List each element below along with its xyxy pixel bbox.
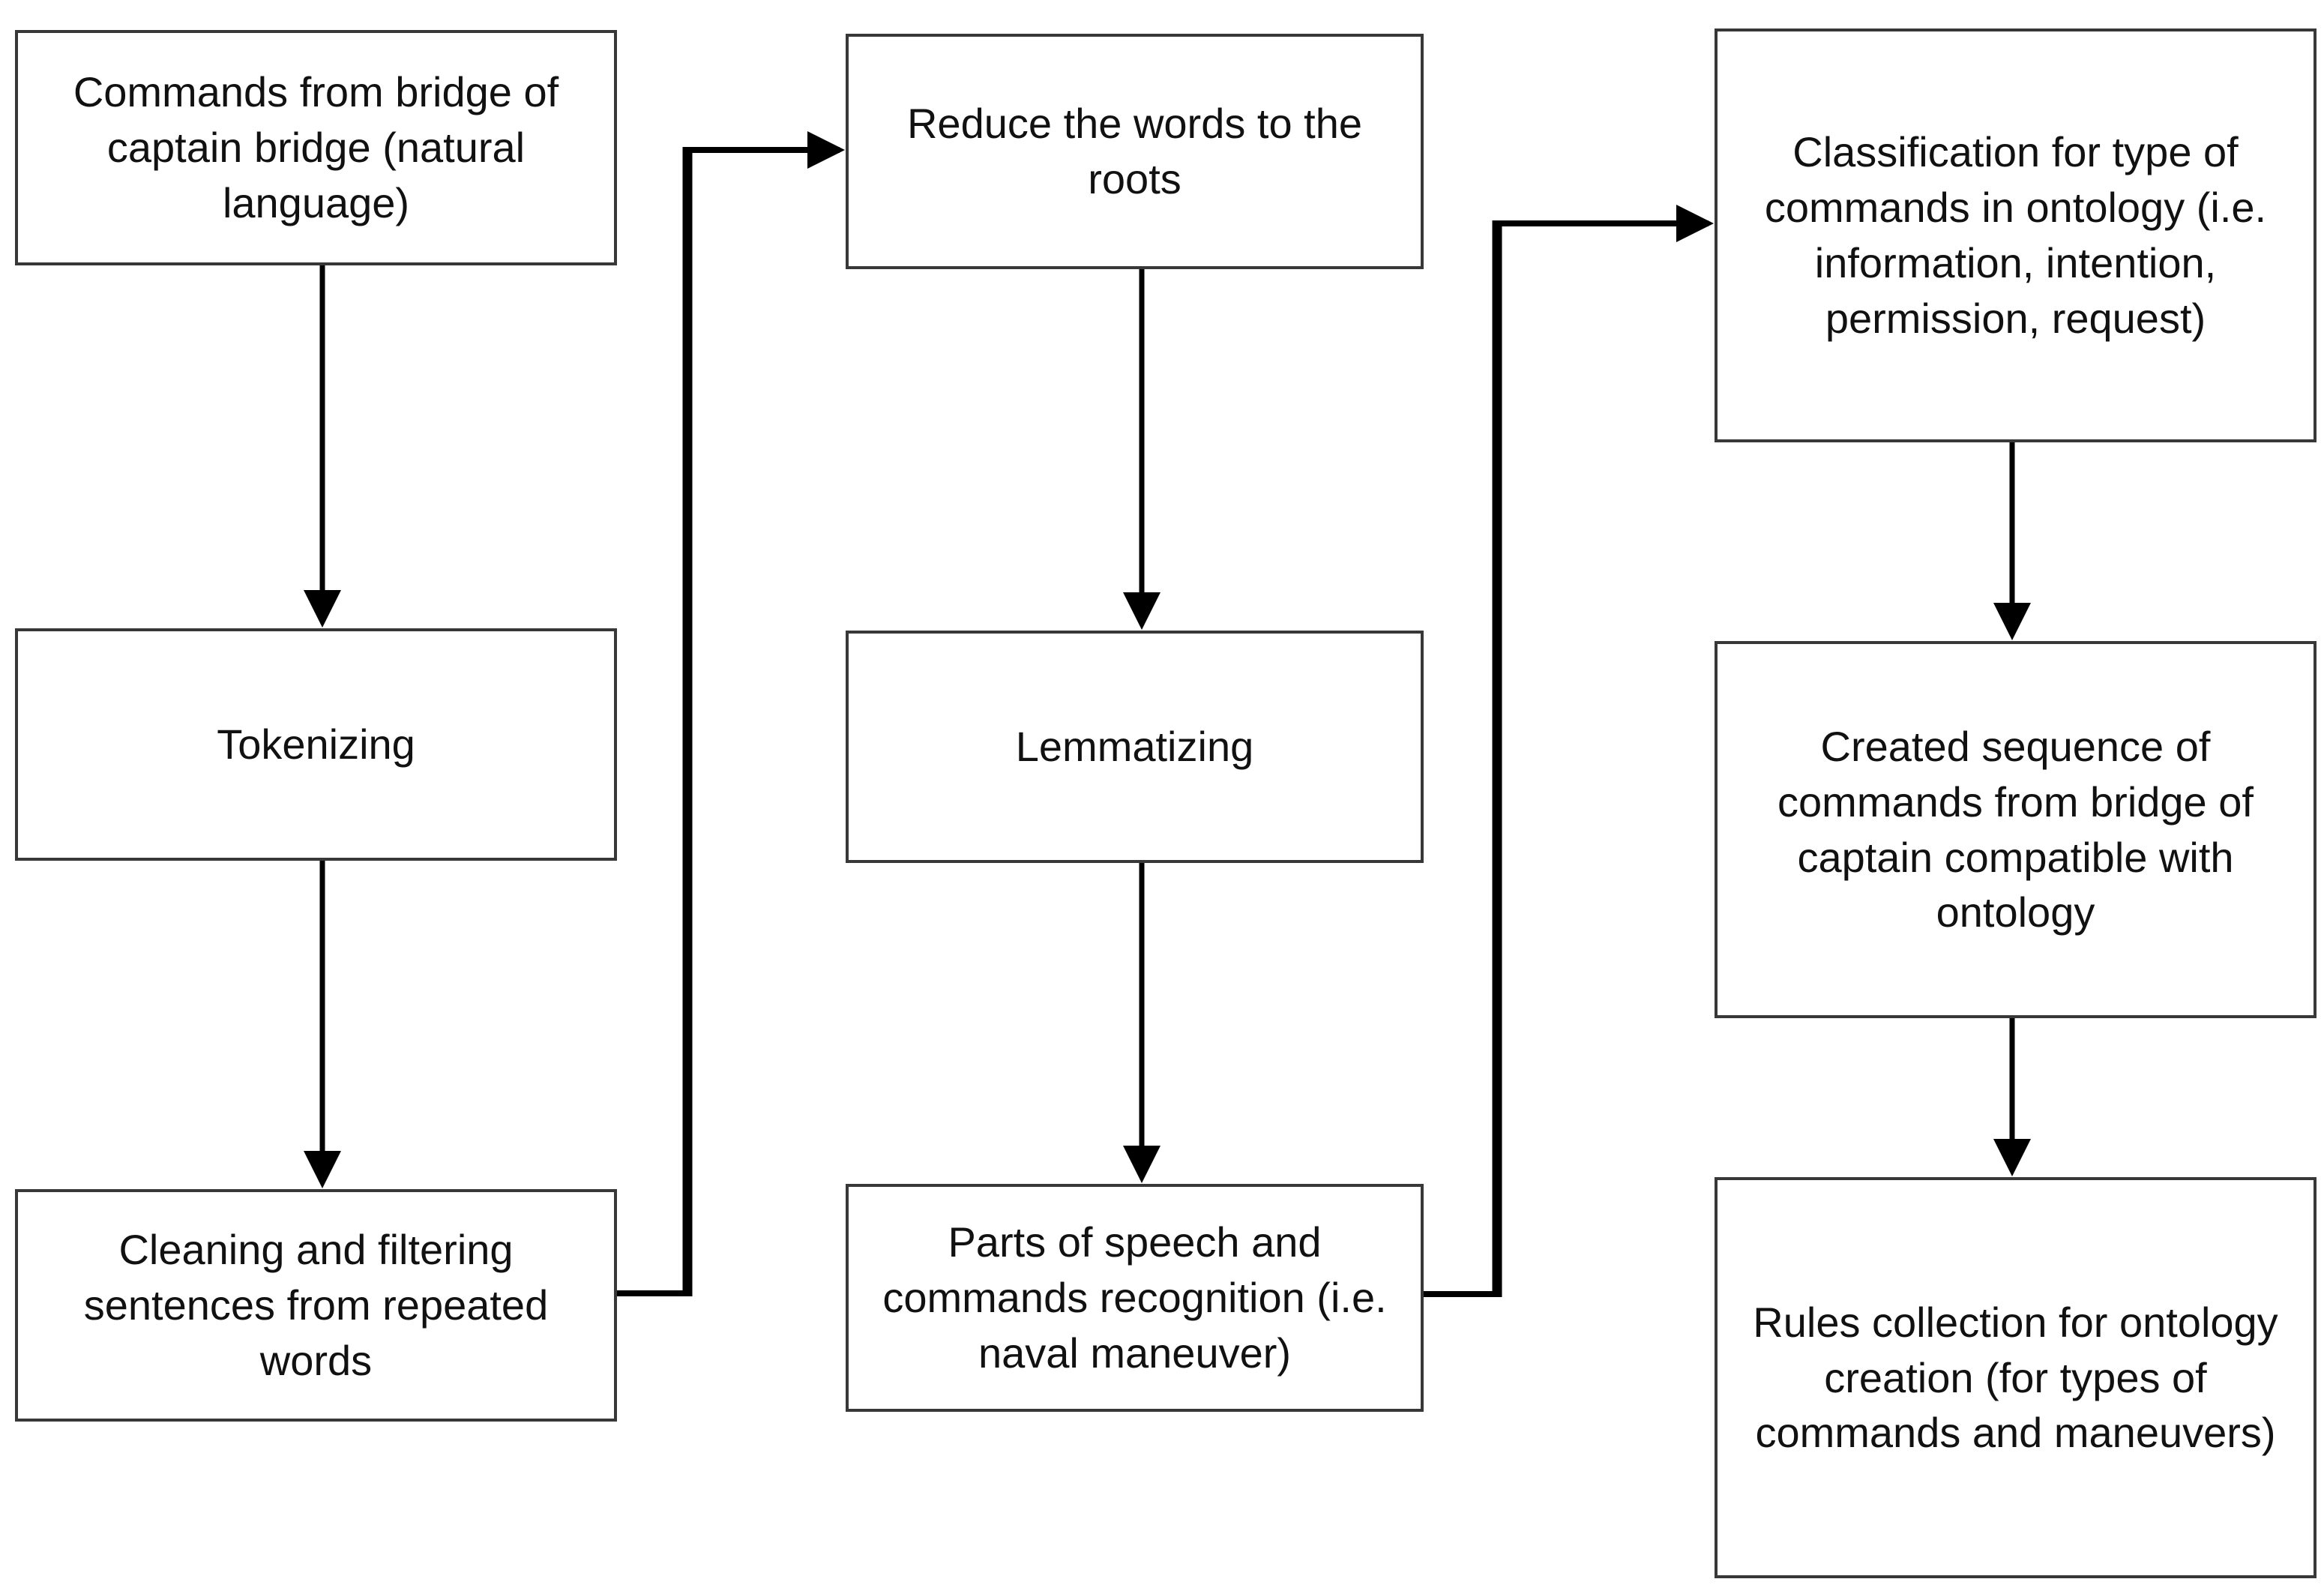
flow-node-reduce xyxy=(846,34,1424,269)
flow-node-pos xyxy=(846,1184,1424,1412)
flow-node-cleaning xyxy=(15,1189,617,1422)
flow-node-label: Parts of speech and commands recognition (i.e. naval maneuver) xyxy=(882,1218,1387,1377)
flow-node-tokenizing xyxy=(15,628,617,861)
flow-node-label: Lemmatizing xyxy=(1015,723,1254,771)
flow-node-classification xyxy=(1715,28,2317,442)
flow-node-label: Created sequence of commands from bridge of captain compatible with ontology xyxy=(1777,722,2254,936)
flow-node-rules xyxy=(1715,1177,2317,1578)
flow-node-sequence xyxy=(1715,641,2317,1018)
flow-node-label: Classification for type of commands in ontology (i.e. information, intention, permission, request) xyxy=(1764,128,2267,342)
flow-node-label: Cleaning and filtering sentences from repeated words xyxy=(83,1226,549,1384)
flow-node-label: Commands from bridge of captain bridge (natural language) xyxy=(73,68,559,226)
flow-node-label: Tokenizing xyxy=(217,721,415,769)
flow-node-label: Rules collection for ontology creation (for types of commands and maneuvers) xyxy=(1753,1298,2278,1457)
flow-node-label: Reduce the words to the roots xyxy=(906,100,1363,202)
flow-node-lemmatizing xyxy=(846,631,1424,863)
flow-node-commands xyxy=(15,30,617,265)
